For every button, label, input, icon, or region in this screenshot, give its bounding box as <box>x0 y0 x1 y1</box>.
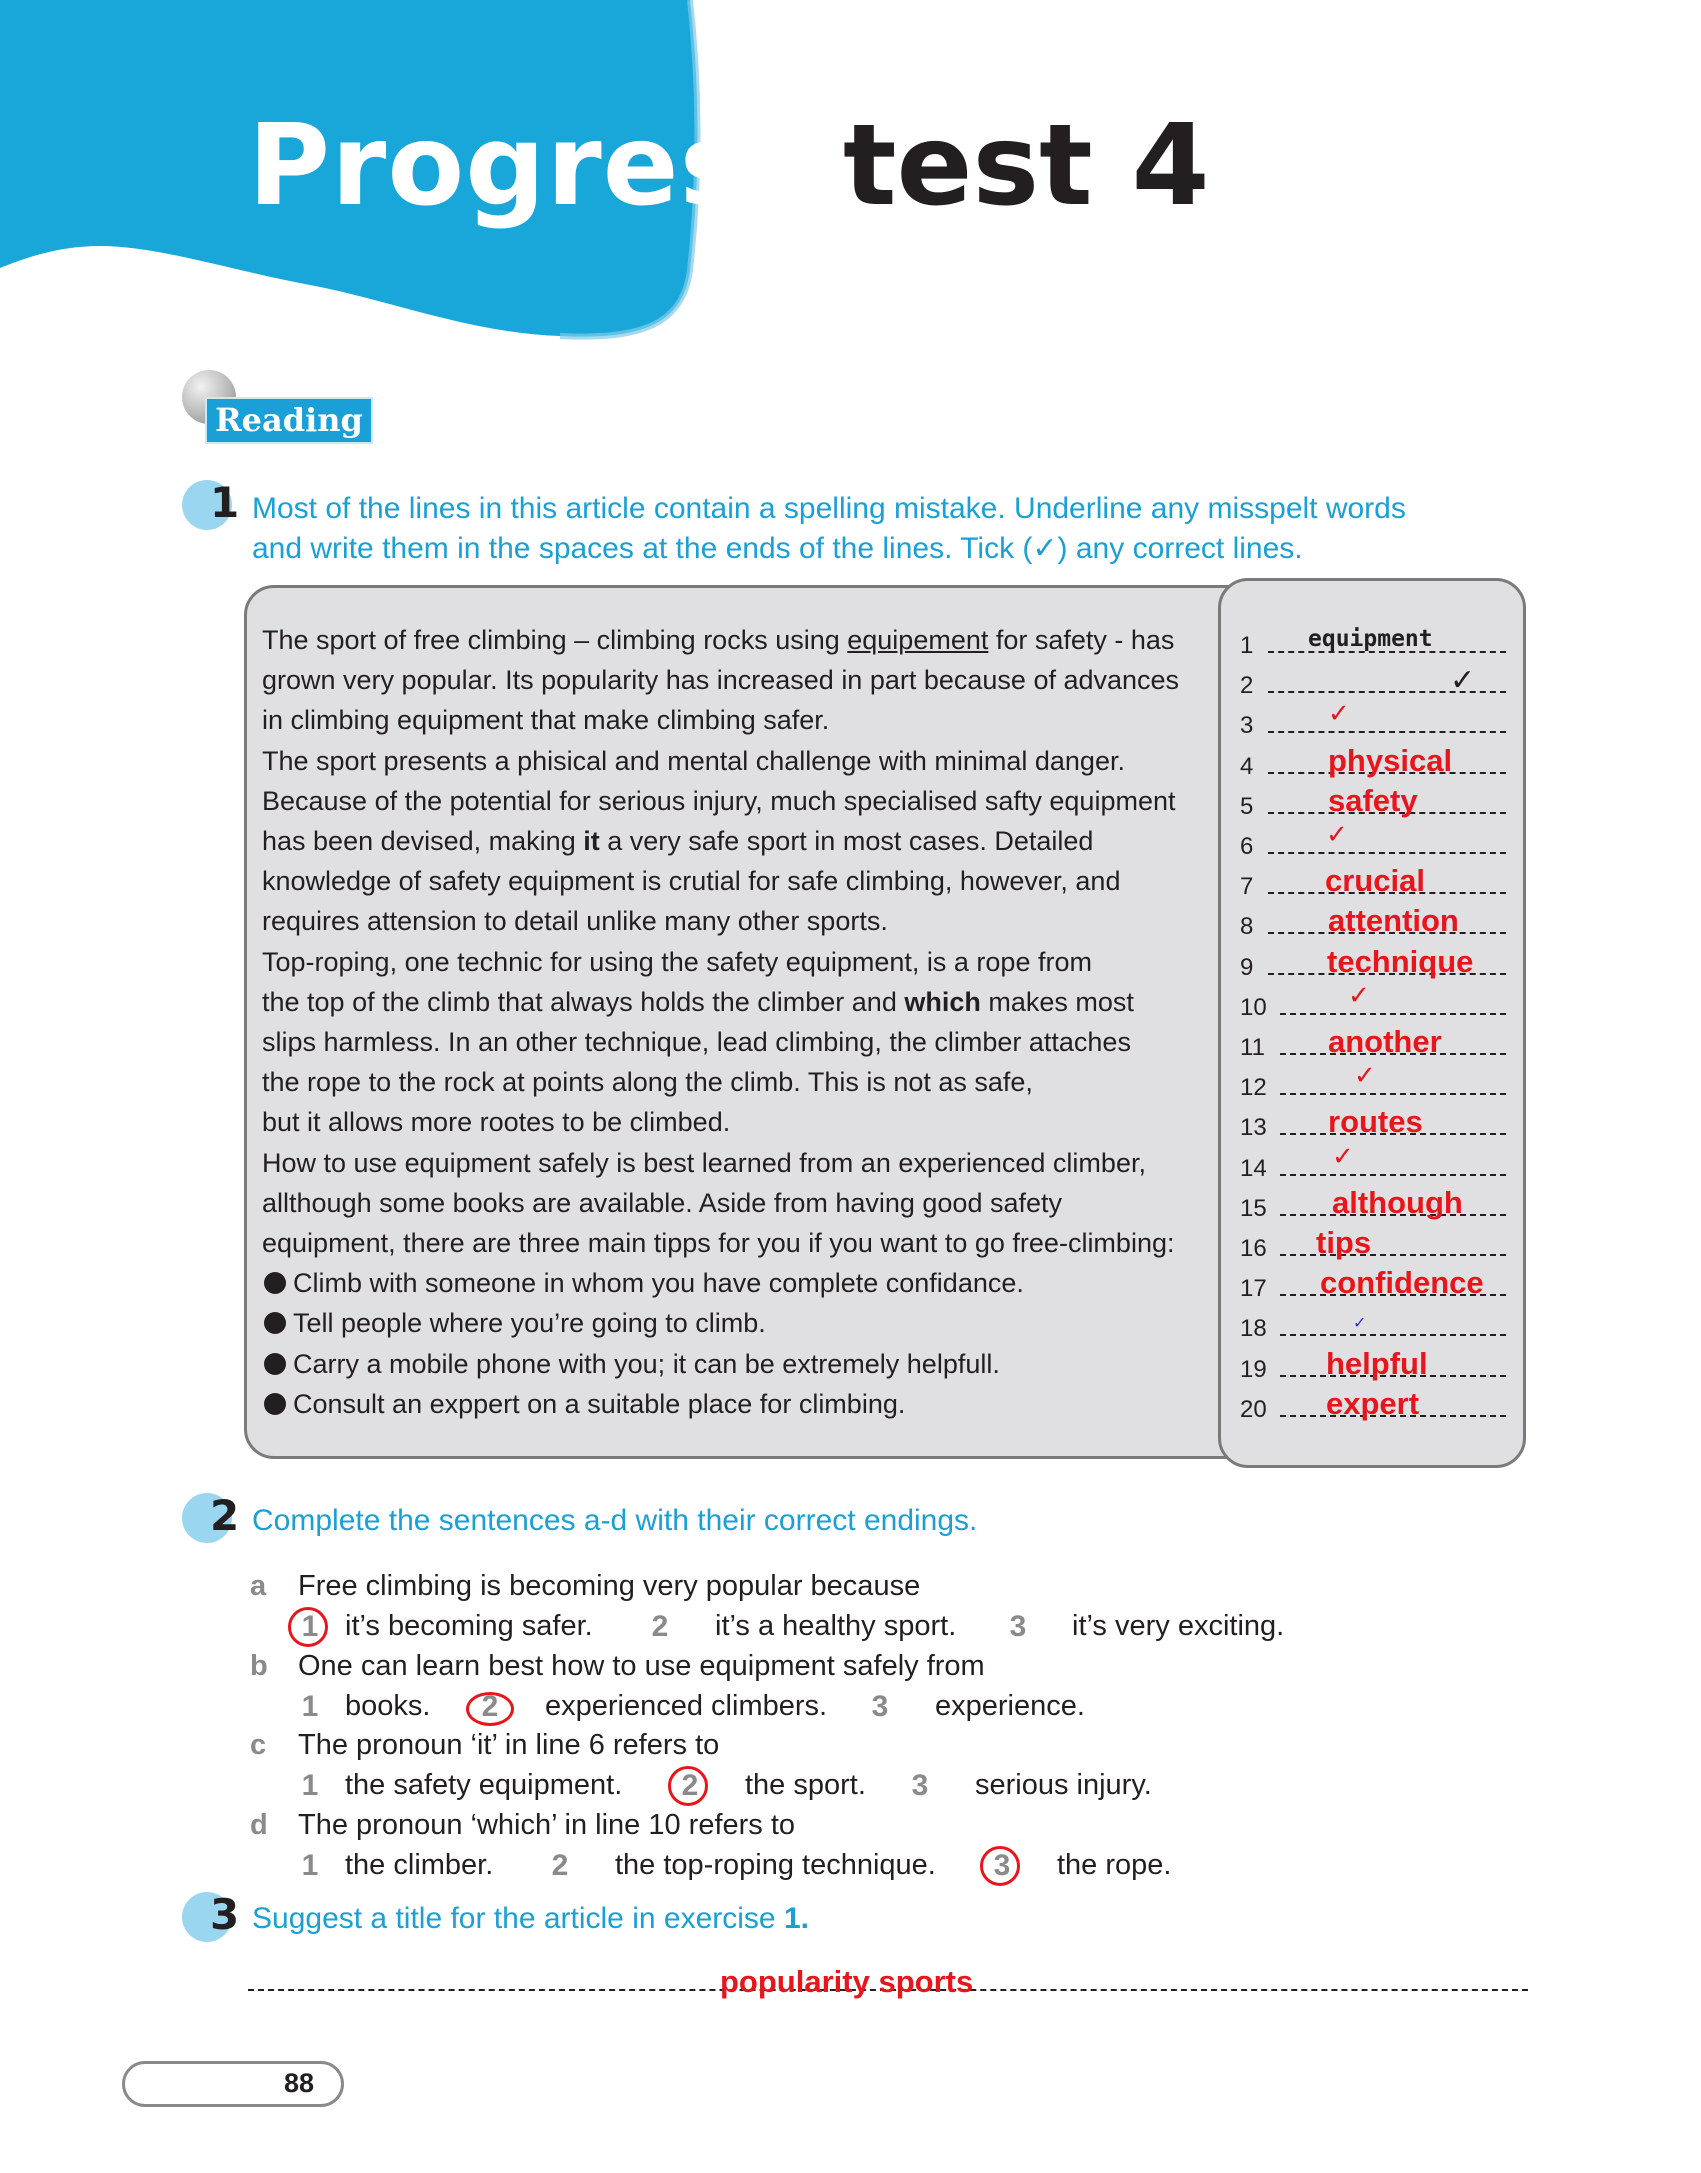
tick-icon[interactable]: ✓ <box>1326 819 1348 849</box>
answer-row-number: 9 <box>1240 953 1254 981</box>
answer-row <box>1240 979 1510 1026</box>
selected-answer-circle <box>980 1846 1020 1886</box>
article-line <box>262 1102 730 1142</box>
answer-row-number: 14 <box>1240 1154 1267 1182</box>
article-line <box>262 1223 1174 1263</box>
question-stem: The pronoun ‘it’ in line 6 refers to <box>298 1729 720 1761</box>
article-line <box>262 781 1176 821</box>
article-line <box>262 1022 1131 1062</box>
exercise-3-instruction-ref: 1. <box>783 1902 809 1935</box>
title-rest: test 4 <box>842 101 1210 231</box>
article-text-segment: makes most <box>980 986 1134 1017</box>
article-line <box>262 620 1174 660</box>
exercise-3-instruction-text: Suggest a title for the article in exercise <box>252 1902 784 1935</box>
option-number[interactable]: 2 <box>551 1848 569 1882</box>
answer-word[interactable]: crucial <box>1325 863 1425 899</box>
article-line <box>262 1143 1146 1183</box>
page-title <box>248 101 1210 231</box>
article-text-segment: Top-roping, one technic for using the safety equipment, is a rope from <box>262 946 1092 977</box>
answer-row-number: 15 <box>1240 1194 1267 1222</box>
option-text[interactable]: the top-roping technique. <box>615 1848 936 1881</box>
article-text-segment: Because of the potential for serious injury, much specialised safty equipment <box>262 785 1176 816</box>
answer-row <box>1240 905 1510 945</box>
bullet-icon <box>264 1312 286 1334</box>
answer-word[interactable]: physical <box>1328 742 1453 778</box>
selected-answer-circle <box>668 1766 708 1806</box>
article-text-segment: equipment, there are three main tipps for you if you want to go free-climbing: <box>262 1228 1175 1258</box>
answer-row-number: 11 <box>1240 1034 1265 1061</box>
answer-row-number: 1 <box>1240 632 1254 659</box>
article-line <box>262 982 1134 1022</box>
option-text[interactable]: it’s a healthy sport. <box>715 1610 957 1642</box>
article-text-segment: grown very popular. Its popularity has increased in part because of advances <box>262 665 1180 696</box>
exercise-1-instruction-line-1: Most of the lines in this article contain a spelling mistake. Underline any misspelt words <box>252 492 1406 525</box>
answer-row <box>1240 865 1510 905</box>
section-label: Reading <box>205 397 373 444</box>
answer-row <box>1240 1267 1510 1307</box>
answer-word[interactable]: another <box>1328 1024 1442 1059</box>
question-letter: d <box>250 1808 268 1841</box>
article-text-segment: has been devised, making <box>262 826 584 856</box>
article-text-segment: Climb with someone in whom you have complete confidance. <box>293 1268 1024 1299</box>
answer-row-number: 2 <box>1240 672 1254 700</box>
option-text[interactable]: the sport. <box>745 1769 866 1801</box>
bullet-icon <box>264 1272 286 1294</box>
answer-blank[interactable] <box>1280 1013 1506 1015</box>
answer-word[interactable]: routes <box>1328 1104 1423 1140</box>
option-number[interactable]: 3 <box>871 1689 889 1723</box>
article-text-segment: knowledge of safety equipment is crutial for safe climbing, however, and <box>262 866 1121 897</box>
answer-row-number: 17 <box>1240 1275 1267 1303</box>
option-text[interactable]: it’s becoming safer. <box>345 1610 593 1642</box>
answer-row-number: 8 <box>1240 913 1254 941</box>
answer-row <box>1240 1060 1510 1106</box>
tick-icon[interactable]: ✓ <box>1450 664 1476 698</box>
answer-row-number: 3 <box>1240 712 1254 740</box>
article-text-segment: The sport of free climbing – climbing rocks using <box>262 625 848 655</box>
answer-row-number: 7 <box>1240 873 1254 901</box>
title-answer[interactable]: popularity sports <box>720 1964 974 1999</box>
option-number[interactable]: 1 <box>301 1610 319 1643</box>
bullet-icon <box>264 1393 286 1415</box>
option-text[interactable]: experience. <box>935 1689 1085 1722</box>
title-highlight: Progress <box>248 101 815 231</box>
answer-word[interactable]: safety <box>1328 782 1418 818</box>
article-line <box>262 901 888 941</box>
answer-blank[interactable] <box>1268 731 1506 733</box>
option-number[interactable]: 2 <box>681 1769 699 1802</box>
exercise-2-number: 2 <box>210 1491 240 1540</box>
option-text[interactable]: the safety equipment. <box>345 1769 623 1801</box>
article-line <box>262 1062 1033 1102</box>
answer-row-number: 10 <box>1240 993 1267 1021</box>
bullet-icon <box>264 1353 286 1375</box>
page-number: 88 <box>284 2068 315 2098</box>
article-line <box>262 1263 1024 1303</box>
article-text-segment: requires attension to detail unlike many other sports. <box>262 906 888 937</box>
answer-word[interactable]: expert <box>1326 1385 1420 1421</box>
answer-word[interactable]: tips <box>1316 1225 1372 1260</box>
article-line <box>262 942 1092 982</box>
answer-row-number: 19 <box>1240 1355 1267 1383</box>
answer-row <box>1240 624 1510 664</box>
question-letter: b <box>250 1649 268 1682</box>
article-line <box>262 1183 1062 1223</box>
article-line <box>262 660 1179 700</box>
answer-row <box>1240 1106 1510 1146</box>
article-text-segment: a very safe sport in most cases. Detailed <box>599 826 1094 856</box>
exercise-3-instruction <box>252 1898 809 1939</box>
answer-row <box>1240 1385 1510 1428</box>
selected-answer-circle <box>288 1607 328 1647</box>
option-number[interactable]: 3 <box>1009 1610 1027 1643</box>
exercise-1-instruction-line-2: and write them in the spaces at the ends of the lines. Tick (✓) any correct lines. <box>252 532 1303 565</box>
article-line <box>262 821 1093 861</box>
answer-word[interactable]: technique <box>1327 943 1474 979</box>
answer-row <box>1240 782 1510 825</box>
answer-row <box>1240 819 1510 865</box>
option-number[interactable]: 3 <box>911 1769 929 1802</box>
option-number[interactable]: 1 <box>301 1689 319 1723</box>
article-text-segment: Carry a mobile phone with you; it can be extremely helpfull. <box>293 1348 1000 1379</box>
option-number[interactable]: 3 <box>993 1848 1011 1882</box>
answer-blank[interactable] <box>1280 1254 1506 1256</box>
answer-row-number: 6 <box>1240 833 1254 860</box>
article-text-segment: for safety - has <box>988 625 1175 655</box>
answer-row-number: 12 <box>1240 1074 1267 1102</box>
exercise-1-number: 1 <box>210 478 240 527</box>
article-text-segment: slips harmless. In an other technique, lead climbing, the climber attaches <box>262 1027 1131 1057</box>
option-number[interactable]: 2 <box>651 1610 669 1643</box>
answer-word[interactable]: helpful <box>1326 1345 1428 1381</box>
question-stem: One can learn best how to use equipment safely from <box>298 1649 985 1682</box>
answer-blank[interactable] <box>1268 852 1506 854</box>
answer-row-number: 13 <box>1240 1114 1267 1142</box>
answer-blank[interactable] <box>1280 1093 1506 1095</box>
question-letter: a <box>250 1570 267 1602</box>
option-text[interactable]: books. <box>345 1689 431 1722</box>
article-text-segment: Tell people where you’re going to climb. <box>293 1308 766 1339</box>
answer-row-number: 5 <box>1240 792 1254 820</box>
option-number[interactable]: 1 <box>301 1769 319 1802</box>
article-text-segment: The sport presents a phisical and mental challenge with minimal danger. <box>262 745 1125 776</box>
article-text-segment: the top of the climb that always holds the climber and <box>262 986 905 1017</box>
article-text-segment: but it allows more rootes to be climbed. <box>262 1107 731 1138</box>
article-line <box>262 861 1120 901</box>
selected-answer-circle <box>466 1689 514 1726</box>
article-text-segment: the rope to the rock at points along the climb. This is not as safe, <box>262 1067 1033 1098</box>
answer-row <box>1240 1345 1510 1388</box>
tick-icon[interactable]: ✓ <box>1353 1315 1367 1333</box>
article-text-segment: in climbing equipment that make climbing safer. <box>262 705 830 736</box>
option-text[interactable]: the climber. <box>345 1848 494 1881</box>
option-text[interactable]: serious injury. <box>975 1769 1152 1801</box>
answer-word[interactable]: although <box>1332 1184 1463 1220</box>
option-number[interactable]: 2 <box>481 1689 499 1723</box>
exercise-3-number: 3 <box>210 1890 240 1939</box>
answer-row <box>1240 1140 1510 1187</box>
exercise-2-instruction: Complete the sentences a-d with their correct endings. <box>252 1504 978 1537</box>
article-line <box>262 1384 905 1424</box>
answer-row <box>1240 698 1510 744</box>
answer-row <box>1240 1227 1510 1267</box>
article-line <box>262 1303 766 1343</box>
answer-row-number: 4 <box>1240 752 1254 780</box>
article-text-segment: How to use equipment safely is best learned from an experienced climber, <box>262 1147 1146 1178</box>
answer-row-number: 16 <box>1240 1235 1267 1262</box>
tick-icon[interactable]: ✓ <box>1328 698 1350 729</box>
answer-row <box>1240 664 1510 704</box>
article-text-segment: it <box>583 826 600 856</box>
question-stem: Free climbing is becoming very popular because <box>298 1570 921 1602</box>
answer-blank[interactable] <box>1280 1334 1506 1336</box>
answer-word[interactable]: attention <box>1328 903 1459 939</box>
tick-icon[interactable]: ✓ <box>1354 1060 1376 1091</box>
answer-word[interactable]: equipment <box>1308 626 1433 652</box>
answer-row-number: 20 <box>1240 1395 1267 1423</box>
option-text[interactable]: it’s very exciting. <box>1072 1610 1285 1642</box>
option-text[interactable]: experienced climbers. <box>545 1689 828 1722</box>
answer-word[interactable]: confidence <box>1320 1265 1484 1301</box>
article-text-segment: allthough some books are available. Aside from having good safety <box>262 1187 1062 1218</box>
tick-icon[interactable]: ✓ <box>1348 979 1370 1010</box>
option-number[interactable]: 1 <box>301 1848 319 1882</box>
answer-row-number: 18 <box>1240 1315 1267 1343</box>
article-line <box>262 700 829 740</box>
article-text-segment: Consult an exppert on a suitable place for climbing. <box>293 1388 906 1419</box>
article-line <box>262 741 1125 781</box>
answer-row <box>1240 1307 1510 1347</box>
question-stem: The pronoun ‘which’ in line 10 refers to <box>298 1808 796 1841</box>
article-text-segment[interactable]: equipement <box>847 625 989 655</box>
option-text[interactable]: the rope. <box>1057 1848 1172 1881</box>
answer-row <box>1240 943 1510 986</box>
answer-blank[interactable] <box>1280 1174 1506 1176</box>
question-letter: c <box>250 1729 267 1761</box>
article-line <box>262 1344 1000 1384</box>
tick-icon[interactable]: ✓ <box>1332 1140 1354 1171</box>
answer-row <box>1240 742 1510 785</box>
answer-row <box>1240 1184 1510 1227</box>
article-text-segment: which <box>904 986 981 1017</box>
